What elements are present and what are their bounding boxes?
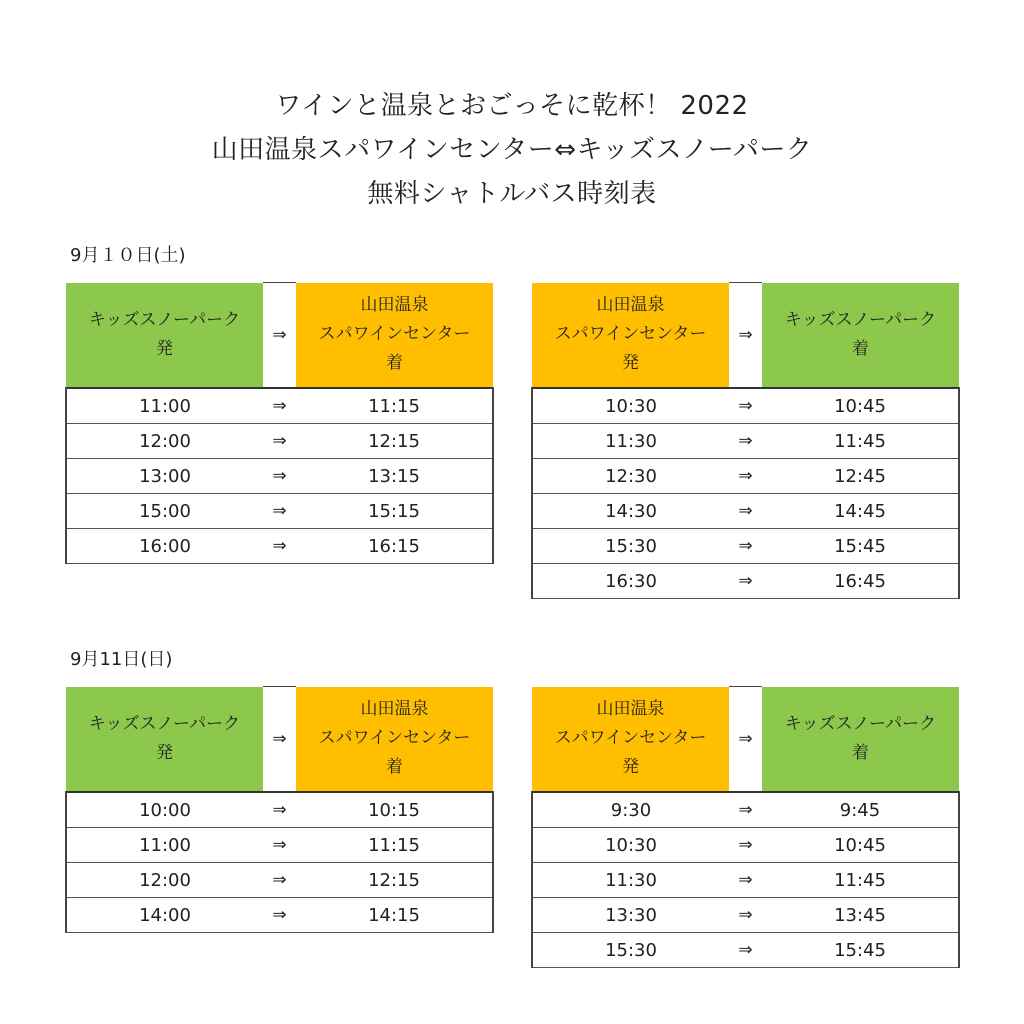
header-text: 着	[386, 757, 403, 778]
header-row	[532, 687, 959, 793]
arrival-time: 11:15	[296, 388, 493, 424]
day-label-sun: 9月11日(日)	[70, 649, 173, 670]
header-text: キッズスノーパーク	[88, 713, 241, 734]
departure-time: 13:30	[532, 898, 729, 933]
arrow-icon: ⇒	[263, 898, 296, 933]
departure-time: 15:30	[532, 529, 729, 564]
arrow-icon: ⇒	[729, 792, 762, 828]
header-text: スパワインセンター	[318, 324, 471, 345]
header-text: 山田温泉	[360, 295, 429, 316]
table-row	[532, 494, 959, 529]
header-text: スパワインセンター	[554, 324, 707, 345]
departure-header	[532, 687, 729, 793]
arrival-header	[296, 283, 493, 389]
departure-time: 11:30	[532, 424, 729, 459]
header-text: キッズスノーパーク	[784, 713, 937, 734]
arrival-time: 10:45	[762, 388, 959, 424]
departure-time: 10:30	[532, 828, 729, 863]
table-row	[532, 933, 959, 968]
arrow-icon: ⇒	[729, 828, 762, 863]
departure-time: 12:30	[532, 459, 729, 494]
departure-time: 10:30	[532, 388, 729, 424]
arrow-icon: ⇒	[729, 898, 762, 933]
arrow-icon: ⇒	[263, 529, 296, 564]
arrow-icon: ⇒	[729, 283, 762, 389]
arrow-icon: ⇒	[729, 494, 762, 529]
title-line-event: ワインと温泉とおごっそに乾杯！ 2022	[275, 91, 749, 121]
arrow-icon: ⇒	[263, 792, 296, 828]
arrival-time: 12:45	[762, 459, 959, 494]
table-row	[532, 388, 959, 424]
table-row	[532, 792, 959, 828]
arrival-time: 14:45	[762, 494, 959, 529]
table-row	[532, 564, 959, 599]
arrival-time: 15:45	[762, 529, 959, 564]
departure-time: 10:00	[66, 792, 263, 828]
arrival-time: 13:45	[762, 898, 959, 933]
header-text: 着	[852, 742, 869, 763]
arrival-header	[296, 687, 493, 793]
arrow-icon: ⇒	[729, 388, 762, 424]
arrival-header	[762, 687, 959, 793]
header-text: 着	[386, 353, 403, 374]
departure-time: 15:30	[532, 933, 729, 968]
arrow-icon: ⇒	[263, 494, 296, 529]
departure-time: 11:00	[66, 828, 263, 863]
header-text: 山田温泉	[360, 699, 429, 720]
header-text: キッズスノーパーク	[88, 309, 241, 330]
header-row	[532, 283, 959, 389]
arrow-icon: ⇒	[729, 424, 762, 459]
arrow-icon: ⇒	[729, 933, 762, 968]
arrival-time: 10:45	[762, 828, 959, 863]
header-text: 着	[852, 338, 869, 359]
arrival-time: 14:15	[296, 898, 493, 933]
arrow-icon: ⇒	[263, 424, 296, 459]
timetable-kids-to-spa-sun	[65, 686, 494, 933]
table-row	[66, 863, 493, 898]
header-text: 発	[156, 742, 173, 763]
arrow-icon: ⇒	[263, 863, 296, 898]
departure-header	[66, 687, 263, 793]
arrow-icon: ⇒	[263, 687, 296, 793]
title-line-route: 山田温泉スパワインセンター⇔キッズスノーパーク	[211, 135, 813, 165]
arrow-icon: ⇒	[729, 564, 762, 599]
header-text: キッズスノーパーク	[784, 309, 937, 330]
header-text: スパワインセンター	[318, 728, 471, 749]
departure-time: 14:30	[532, 494, 729, 529]
title-line-timetable: 無料シャトルバス時刻表	[367, 179, 657, 209]
arrow-icon: ⇒	[263, 459, 296, 494]
arrow-icon: ⇒	[729, 529, 762, 564]
timetable-spa-to-kids-sun	[531, 686, 960, 968]
arrival-time: 11:45	[762, 424, 959, 459]
arrow-icon: ⇒	[729, 459, 762, 494]
arrival-time: 15:45	[762, 933, 959, 968]
departure-time: 14:00	[66, 898, 263, 933]
day-label-sat: 9月１０日(土)	[70, 245, 186, 266]
timetable-kids-to-spa-sat	[65, 282, 494, 564]
header-text: 発	[622, 353, 639, 374]
arrow-icon: ⇒	[263, 828, 296, 863]
arrow-icon: ⇒	[729, 863, 762, 898]
departure-time: 11:00	[66, 388, 263, 424]
table-row	[532, 898, 959, 933]
arrival-time: 12:15	[296, 424, 493, 459]
header-text: 発	[156, 338, 173, 359]
table-row	[532, 424, 959, 459]
header-text: 山田温泉	[596, 699, 665, 720]
departure-time: 16:00	[66, 529, 263, 564]
arrival-time: 10:15	[296, 792, 493, 828]
departure-time: 13:00	[66, 459, 263, 494]
arrival-time: 9:45	[762, 792, 959, 828]
arrival-time: 13:15	[296, 459, 493, 494]
table-row	[532, 459, 959, 494]
table-row	[66, 459, 493, 494]
departure-time: 15:00	[66, 494, 263, 529]
arrival-time: 16:45	[762, 564, 959, 599]
arrow-icon: ⇒	[263, 388, 296, 424]
table-row	[66, 828, 493, 863]
table-row	[66, 898, 493, 933]
table-row	[66, 529, 493, 564]
header-text: 発	[622, 757, 639, 778]
table-row	[66, 494, 493, 529]
table-row	[66, 388, 493, 424]
departure-time: 16:30	[532, 564, 729, 599]
arrow-icon: ⇒	[263, 283, 296, 389]
table-row	[66, 792, 493, 828]
departure-header	[532, 283, 729, 389]
departure-time: 9:30	[532, 792, 729, 828]
header-text: スパワインセンター	[554, 728, 707, 749]
table-row	[532, 529, 959, 564]
header-text: 山田温泉	[596, 295, 665, 316]
table-row	[66, 424, 493, 459]
arrival-time: 15:15	[296, 494, 493, 529]
table-row	[532, 828, 959, 863]
arrival-time: 11:15	[296, 828, 493, 863]
arrival-time: 16:15	[296, 529, 493, 564]
page-title	[0, 84, 1024, 216]
header-row	[66, 687, 493, 793]
arrival-header	[762, 283, 959, 389]
departure-header	[66, 283, 263, 389]
departure-time: 12:00	[66, 863, 263, 898]
departure-time: 11:30	[532, 863, 729, 898]
arrow-icon: ⇒	[729, 687, 762, 793]
arrival-time: 12:15	[296, 863, 493, 898]
departure-time: 12:00	[66, 424, 263, 459]
table-row	[532, 863, 959, 898]
header-row	[66, 283, 493, 389]
arrival-time: 11:45	[762, 863, 959, 898]
timetable-spa-to-kids-sat	[531, 282, 960, 599]
